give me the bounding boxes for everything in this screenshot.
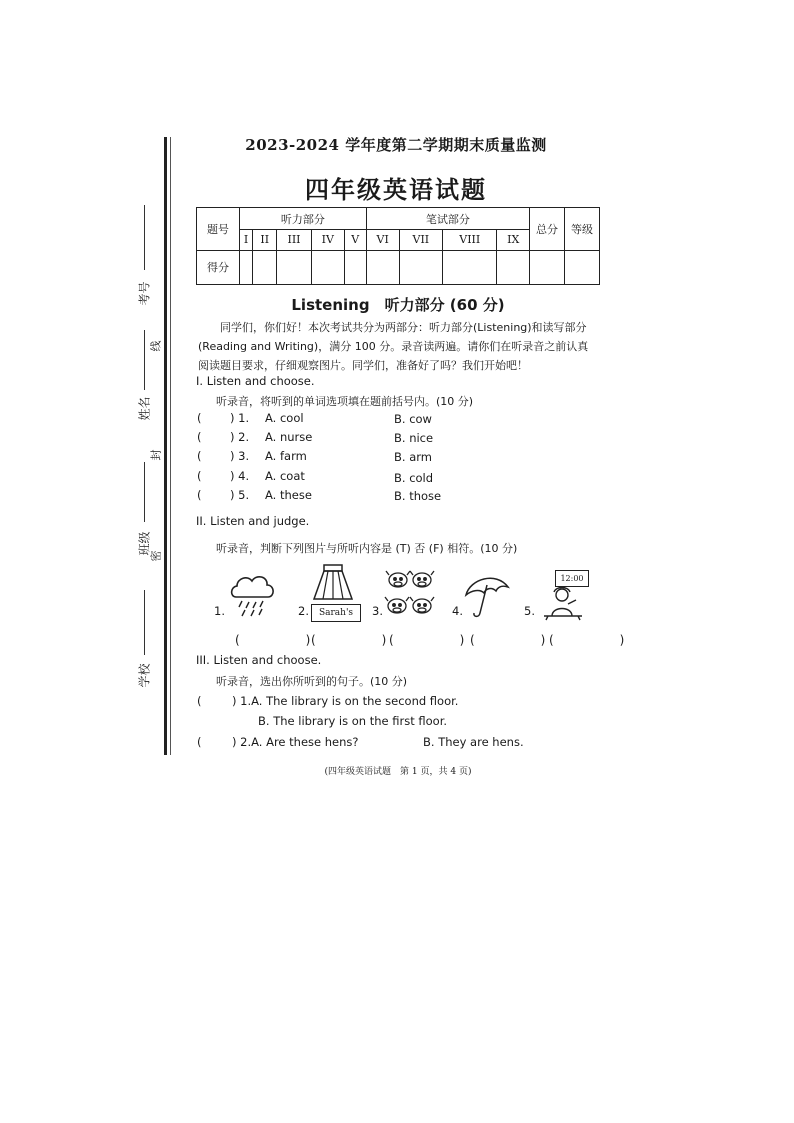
judge-blank-2[interactable]: ( ) [311, 633, 401, 647]
s3-q2-a: ) 2.A. Are these hens? [232, 735, 359, 749]
s3-q1-b: B. The library is on the first floor. [258, 714, 448, 728]
s1-q3-num: ) 3. [230, 449, 250, 463]
s1-q3-b: B. arm [394, 450, 432, 464]
skirt-icon [310, 563, 356, 603]
sarah-name-tag: Sarah's [311, 604, 361, 622]
exam-title: 2023-2024 学年度第二学期期末质量监测 [245, 136, 547, 154]
s3-q2-b: B. They are hens. [423, 735, 524, 749]
s1-q4-paren[interactable]: ( [197, 469, 202, 483]
judge-blank-4[interactable]: ( ) [470, 633, 560, 647]
s3-q1-a: ) 1.A. The library is on the second floor. [232, 694, 459, 708]
s1-q1-paren[interactable]: ( [197, 411, 202, 425]
listening-intro: 同学们，你们好！本次考试共分为两部分：听力部分(Listening)和读写部分(Reading and Writing)，满分 100 分。录音读两遍。请你们在听录音之前认真阅读题目要求，仔细观察图片。同学们，准备好了吗？我们开始吧！ [198, 321, 589, 372]
judge-blank-5[interactable]: ( ) [549, 633, 639, 647]
cell-numeral: III [277, 230, 312, 250]
cell-numeral: II [253, 230, 277, 250]
s1-q5-a: A. these [265, 488, 312, 502]
section1-instruction: 听录音，将听到的单词选项填在题前括号内。(10 分) [216, 395, 474, 408]
cell-numeral: IX [497, 230, 530, 250]
cell-numeral: V [344, 230, 366, 250]
section2-instruction: 听录音，判断下列图片与所听内容是 (T) 否 (F) 相符。(10 分) [216, 542, 518, 555]
s1-q1-b: B. cow [394, 412, 432, 426]
clock-sign: 12:00 [555, 570, 589, 587]
exam-subtitle: 四年级英语试题 [305, 175, 487, 204]
cell-total: 总分 [530, 208, 565, 251]
score-box[interactable] [366, 250, 399, 284]
umbrella-icon [462, 573, 512, 623]
score-box[interactable] [497, 250, 530, 284]
cell-listening-part: 听力部分 [240, 208, 367, 230]
cell-tihao: 题号 [197, 208, 240, 251]
cell-grade: 等级 [565, 208, 600, 251]
label-kaohao: 考号 [137, 281, 152, 306]
cell-written-part: 笔试部分 [366, 208, 529, 230]
xuexiao-line [144, 590, 145, 655]
s1-q4-b: B. cold [394, 471, 434, 485]
s1-q1-a: A. cool [265, 411, 304, 425]
cell-numeral: I [240, 230, 253, 250]
kaohao-line [144, 205, 145, 270]
s1-q4-num: ) 4. [230, 469, 250, 483]
page-footer: (四年级英语试题 第 1 页，共 4 页) [324, 767, 472, 777]
cell-numeral: VII [399, 230, 443, 250]
s1-q5-b: B. those [394, 489, 442, 503]
s1-q5-num: ) 5. [230, 488, 250, 502]
listening-heading: Listening 听力部分 (60 分) [291, 296, 505, 314]
score-box[interactable] [530, 250, 565, 284]
section3-instruction: 听录音，选出你所听到的句子。(10 分) [216, 675, 408, 688]
s3-q1-paren[interactable]: ( [197, 694, 202, 708]
score-box[interactable] [240, 250, 253, 284]
score-box[interactable] [277, 250, 312, 284]
cell-numeral: IV [311, 230, 344, 250]
label-xuexiao: 学校 [137, 663, 152, 688]
score-table [196, 207, 600, 285]
section3-title: III. Listen and choose. [196, 653, 322, 667]
s1-q3-paren[interactable]: ( [197, 449, 202, 463]
s1-q5-paren[interactable]: ( [197, 488, 202, 502]
score-box[interactable] [344, 250, 366, 284]
cell-numeral: VI [366, 230, 399, 250]
cell-defen: 得分 [197, 250, 240, 284]
seal-xian: 线 [149, 340, 163, 352]
seal-feng: 封 [149, 449, 163, 461]
picture-label-1: 1. [214, 604, 225, 618]
score-box[interactable] [399, 250, 443, 284]
s3-q2-paren[interactable]: ( [197, 735, 202, 749]
s1-q4-a: A. coat [265, 469, 305, 483]
rain-cloud-icon [228, 571, 278, 619]
person-clock-icon [538, 586, 588, 622]
picture-label-2: 2. [298, 604, 309, 618]
score-box[interactable] [253, 250, 277, 284]
picture-label-3: 3. [372, 604, 383, 618]
score-box[interactable] [311, 250, 344, 284]
label-banji: 班级 [137, 531, 152, 556]
section2-title: II. Listen and judge. [196, 514, 310, 528]
xingming-line [144, 330, 145, 390]
s1-q2-a: A. nurse [265, 430, 313, 444]
cell-numeral: VIII [443, 230, 497, 250]
score-box[interactable] [443, 250, 497, 284]
judge-blank-3[interactable]: ( ) [389, 633, 479, 647]
binding-rule-thin [170, 137, 171, 755]
score-box[interactable] [565, 250, 600, 284]
seal-mi: 密 [149, 550, 163, 562]
judge-blank-1[interactable]: ( ) [235, 633, 325, 647]
picture-label-4: 4. [452, 604, 463, 618]
cows-icon [384, 569, 442, 619]
s1-q2-paren[interactable]: ( [197, 430, 202, 444]
banji-line [144, 462, 145, 522]
picture-label-5: 5. [524, 604, 535, 618]
s1-q2-num: ) 2. [230, 430, 250, 444]
binding-rule-thick [164, 137, 167, 755]
label-xingming: 姓名 [137, 396, 152, 421]
s1-q2-b: B. nice [394, 431, 434, 445]
section1-title: I. Listen and choose. [196, 374, 315, 388]
s1-q1-num: ) 1. [230, 411, 250, 425]
s1-q3-a: A. farm [265, 449, 307, 463]
